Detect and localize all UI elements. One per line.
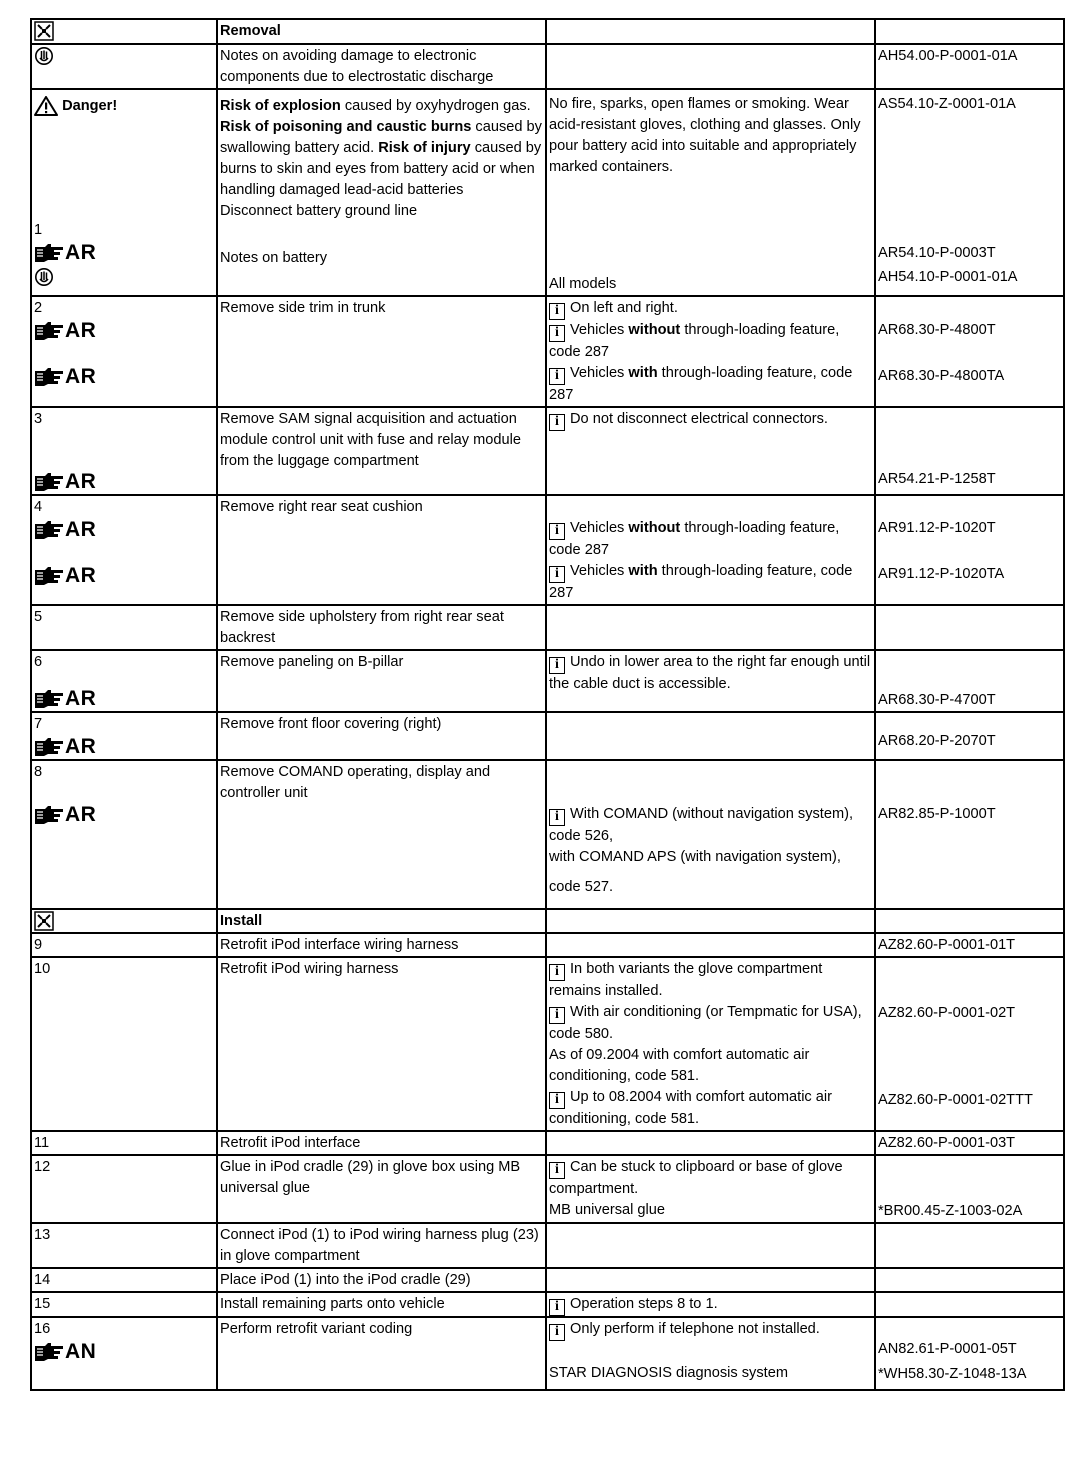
reference-link[interactable]: AH54.00-P-0001-01A	[878, 48, 1018, 64]
info-note: i Vehicles without through-loading feature, code 287	[549, 520, 840, 558]
pointing-hand-icon	[34, 736, 64, 756]
step-number: 10	[34, 961, 51, 977]
table-row	[31, 933, 1064, 957]
step-text: Connect iPod (1) to iPod wiring harness plug (23) in glove compartment	[220, 1227, 539, 1264]
danger-text: Risk of explosion caused by oxyhydrogen gas. Risk of poisoning and caustic burns caused by swallowing battery acid. Risk of injury caused by burns to skin and eyes from battery acid or when handling damaged lead-acid batteries	[220, 98, 542, 198]
note-text: code 527.	[549, 879, 614, 895]
pointing-hand-icon	[34, 1341, 64, 1361]
step-text: Remove SAM signal acquisition and actuation module control unit with fuse and relay module from the luggage compartment	[220, 411, 521, 469]
table-row	[31, 1268, 1064, 1292]
table-row	[31, 909, 1064, 933]
info-note: i On left and right.	[549, 298, 872, 320]
info-icon: i	[549, 964, 565, 981]
reference-link[interactable]: AR82.85-P-1000T	[878, 806, 996, 822]
danger-label-block	[34, 98, 117, 114]
info-icon: i	[549, 809, 565, 826]
table-row	[31, 760, 1064, 909]
reference-link[interactable]: AZ82.60-P-0001-03T	[878, 1135, 1016, 1151]
info-note: i With air conditioning (or Tempmatic for USA), code 580.	[549, 1004, 862, 1042]
info-icon: i	[549, 414, 565, 431]
step-text: Disconnect battery ground line	[220, 203, 418, 219]
pointing-hand-icon	[34, 366, 64, 386]
step-number: 5	[34, 609, 43, 625]
reference-link[interactable]: AZ82.60-P-0001-01T	[878, 937, 1016, 953]
step-text: Remove front floor covering (right)	[220, 716, 442, 732]
info-icon: i	[549, 1324, 565, 1341]
pointing-hand-icon	[34, 688, 64, 708]
battery-note-scope: All models	[549, 276, 617, 292]
step-number: 4	[34, 499, 43, 515]
table-row	[31, 407, 1064, 495]
step-number: 13	[34, 1227, 51, 1243]
step-text: Remove side upholstery from right rear seat backrest	[220, 609, 504, 646]
info-icon: i	[549, 368, 565, 385]
note-text: STAR DIAGNOSIS diagnosis system	[549, 1365, 788, 1381]
table-row	[31, 495, 1064, 605]
info-icon: i	[549, 1162, 565, 1179]
info-note: i With COMAND (without navigation system), code 526,	[549, 806, 854, 844]
ar-reference-marker: AR	[34, 803, 214, 827]
step-number: 1	[34, 222, 43, 238]
table-row	[31, 712, 1064, 760]
step-number: 11	[34, 1135, 50, 1151]
ar-reference-marker: AR	[34, 241, 214, 265]
note-text: with COMAND APS (with navigation system),	[549, 849, 841, 865]
esd-note-text: Notes on avoiding damage to electronic components due to electrostatic discharge	[220, 48, 494, 85]
step-number: 3	[34, 411, 43, 427]
table-row	[31, 296, 1064, 407]
info-icon: i	[549, 1299, 565, 1316]
esd-warning-icon	[34, 46, 54, 66]
procedure-table	[30, 18, 1065, 1391]
step-number: 6	[34, 654, 43, 670]
table-row	[31, 89, 1064, 296]
info-note: i Vehicles with through-loading feature, code 287	[549, 365, 853, 403]
esd-warning-icon	[34, 267, 54, 287]
reference-link[interactable]: AN82.61-P-0001-05T	[878, 1341, 1017, 1357]
step-text: Retrofit iPod interface	[220, 1135, 361, 1151]
install-section-icon	[34, 911, 54, 931]
step-text: Remove COMAND operating, display and controller unit	[220, 764, 491, 801]
reference-link[interactable]: AZ82.60-P-0001-02T	[878, 1005, 1016, 1021]
step-number: 14	[34, 1272, 51, 1288]
step-number: 12	[34, 1159, 51, 1175]
step-text: Remove paneling on B-pillar	[220, 654, 404, 670]
info-icon: i	[549, 325, 565, 342]
warning-triangle-icon	[34, 96, 58, 116]
info-note: i Vehicles without through-loading feature, code 287	[549, 322, 840, 360]
section-title-install: Install	[220, 913, 263, 929]
step-text: Glue in iPod cradle (29) in glove box using MB universal glue	[220, 1159, 521, 1196]
table-row	[31, 1131, 1064, 1155]
ar-reference-marker: AR	[34, 735, 214, 759]
table-row	[31, 44, 1064, 89]
reference-link[interactable]: AR91.12-P-1020T	[878, 520, 996, 536]
info-note: i Only perform if telephone not installed.	[549, 1319, 872, 1341]
pointing-hand-icon	[34, 471, 64, 491]
pointing-hand-icon	[34, 804, 64, 824]
note-text: As of 09.2004 with comfort automatic air conditioning, code 581.	[549, 1047, 810, 1084]
step-text: Remove side trim in trunk	[220, 300, 386, 316]
info-icon: i	[549, 1092, 565, 1109]
info-note: i Do not disconnect electrical connectors.	[549, 409, 872, 431]
ar-reference-marker: AR	[34, 687, 214, 711]
info-note: i Operation steps 8 to 1.	[549, 1294, 872, 1316]
pointing-hand-icon	[34, 519, 64, 539]
danger-label: Danger!	[62, 98, 118, 114]
table-row	[31, 605, 1064, 650]
reference-link[interactable]: AR91.12-P-1020TA	[878, 566, 1005, 582]
reference-link[interactable]: AR68.30-P-4800TA	[878, 368, 1005, 384]
step-text: Remove right rear seat cushion	[220, 499, 423, 515]
ar-reference-marker: AR	[34, 518, 214, 542]
ar-reference-marker: AR	[34, 319, 214, 343]
ar-reference-marker: AR	[34, 470, 214, 494]
step-number: 2	[34, 300, 43, 316]
step-number: 9	[34, 937, 43, 953]
step-number: 8	[34, 764, 43, 780]
pointing-hand-icon	[34, 320, 64, 340]
info-note: i Undo in lower area to the right far enough until the cable duct is accessible.	[549, 654, 871, 692]
table-row	[31, 650, 1064, 712]
info-note: i Can be stuck to clipboard or base of glove compartment.	[549, 1159, 843, 1197]
ar-reference-marker: AR	[34, 564, 214, 588]
reference-link[interactable]: AR68.30-P-4700T	[878, 692, 996, 708]
reference-link[interactable]: AS54.10-Z-0001-01A	[878, 96, 1016, 112]
reference-link[interactable]: AR68.30-P-4800T	[878, 322, 996, 338]
info-icon: i	[549, 523, 565, 540]
procedure-document	[30, 18, 1065, 1391]
table-row	[31, 1155, 1064, 1223]
info-icon: i	[549, 657, 565, 674]
reference-link[interactable]: AR54.21-P-1258T	[878, 471, 996, 487]
step-number: 15	[34, 1296, 51, 1312]
step-text: Place iPod (1) into the iPod cradle (29)	[220, 1272, 471, 1288]
table-row	[31, 957, 1064, 1131]
info-note: i Vehicles with through-loading feature, code 287	[549, 563, 853, 601]
table-row	[31, 1317, 1064, 1390]
info-icon: i	[549, 303, 565, 320]
step-text: Retrofit iPod wiring harness	[220, 961, 399, 977]
battery-note-text: Notes on battery	[220, 250, 328, 266]
table-row	[31, 19, 1064, 44]
step-text: Perform retrofit variant coding	[220, 1321, 413, 1337]
note-text: MB universal glue	[549, 1202, 665, 1218]
section-title-removal: Removal	[220, 23, 281, 39]
danger-remedy-text: No fire, sparks, open flames or smoking. Wear acid-resistant gloves, clothing and glasses. Only pour battery acid into suitable and appropriately marked containers.	[549, 96, 861, 175]
removal-section-icon	[34, 21, 54, 41]
ar-reference-marker: AR	[34, 365, 214, 389]
table-row	[31, 1292, 1064, 1317]
step-number: 7	[34, 716, 43, 732]
reference-link[interactable]: AH54.10-P-0001-01A	[878, 269, 1018, 285]
reference-link[interactable]: AR54.10-P-0003T	[878, 245, 996, 261]
reference-link[interactable]: AZ82.60-P-0001-02TTT	[878, 1092, 1033, 1108]
table-row	[31, 1223, 1064, 1268]
step-text: Install remaining parts onto vehicle	[220, 1296, 445, 1312]
step-text: Retrofit iPod interface wiring harness	[220, 937, 459, 953]
pointing-hand-icon	[34, 242, 64, 262]
info-icon: i	[549, 1007, 565, 1024]
info-icon: i	[549, 566, 565, 583]
reference-link[interactable]: *BR00.45-Z-1003-02A	[878, 1203, 1023, 1219]
reference-link[interactable]: *WH58.30-Z-1048-13A	[878, 1366, 1027, 1382]
step-number: 16	[34, 1321, 51, 1337]
info-note: i In both variants the glove compartment remains installed.	[549, 961, 823, 999]
reference-link[interactable]: AR68.20-P-2070T	[878, 733, 996, 749]
info-note: i Up to 08.2004 with comfort automatic air conditioning, code 581.	[549, 1089, 833, 1127]
pointing-hand-icon	[34, 565, 64, 585]
an-reference-marker: AN	[34, 1340, 214, 1364]
